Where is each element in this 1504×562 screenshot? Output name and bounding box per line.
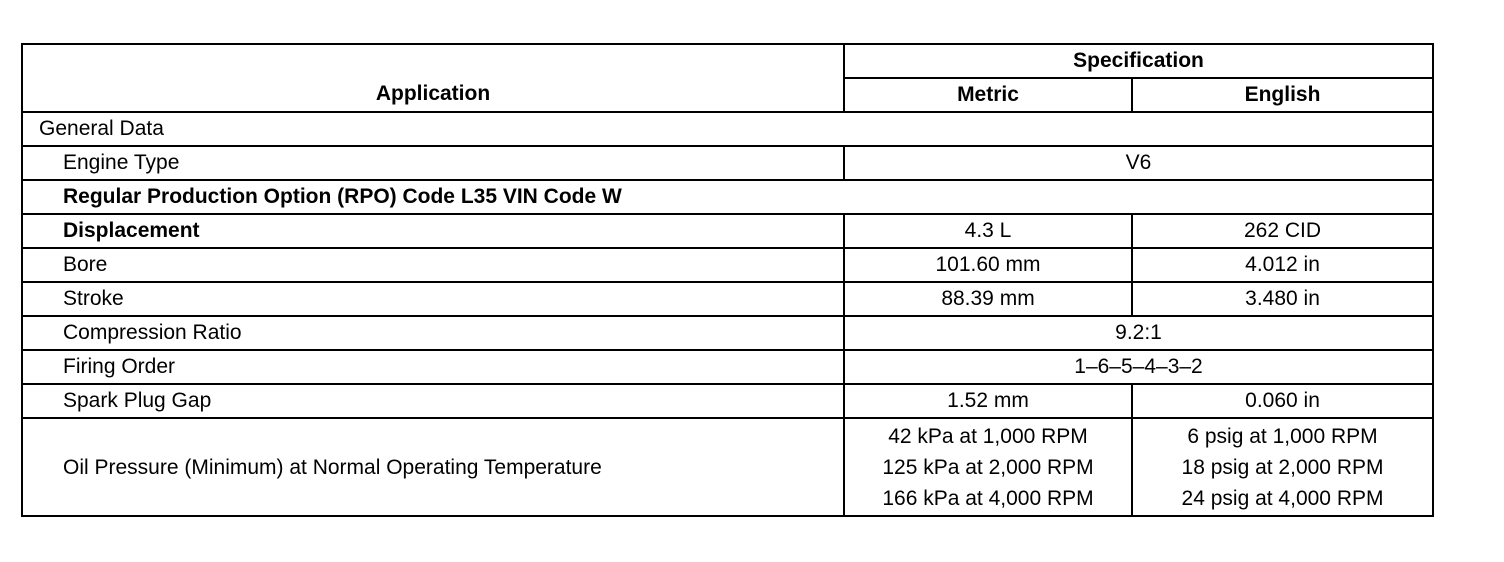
- metric-header: Metric: [844, 78, 1132, 112]
- bore-label: Bore: [22, 248, 844, 282]
- engine-type-label: Engine Type: [22, 146, 844, 180]
- specification-table: [21, 43, 1434, 517]
- english-header: English: [1132, 78, 1433, 112]
- compression-ratio-label: Compression Ratio: [22, 316, 844, 350]
- firing-order-value: 1–6–5–4–3–2: [844, 350, 1433, 384]
- table-row-compression-ratio: [22, 316, 1433, 350]
- spark-plug-gap-metric: 1.52 mm: [844, 384, 1132, 418]
- displacement-label: Displacement: [22, 214, 844, 248]
- table-row-general-data: [22, 112, 1433, 146]
- stroke-label: Stroke: [22, 282, 844, 316]
- oil-pressure-metric-2000: 125 kPa at 2,000 RPM: [882, 455, 1094, 479]
- table-row-oil-pressure: [22, 418, 1433, 516]
- firing-order-label: Firing Order: [22, 350, 844, 384]
- oil-pressure-english: [1132, 418, 1433, 516]
- table-row-spark-plug-gap: [22, 384, 1433, 418]
- compression-ratio-value: 9.2:1: [844, 316, 1433, 350]
- rpo-code-label: Regular Production Option (RPO) Code L35 VIN Code W: [22, 180, 1433, 214]
- bore-metric: 101.60 mm: [844, 248, 1132, 282]
- bore-english: 4.012 in: [1132, 248, 1433, 282]
- table-row-displacement: [22, 214, 1433, 248]
- table-row-stroke: [22, 282, 1433, 316]
- table-row-engine-type: [22, 146, 1433, 180]
- stroke-metric: 88.39 mm: [844, 282, 1132, 316]
- displacement-english: 262 CID: [1132, 214, 1433, 248]
- oil-pressure-metric-4000: 166 kPa at 4,000 RPM: [882, 486, 1094, 510]
- section-title: General Data: [22, 112, 1433, 146]
- oil-pressure-metric: [844, 418, 1132, 516]
- oil-pressure-label: Oil Pressure (Minimum) at Normal Operating Temperature: [22, 418, 844, 516]
- displacement-metric: 4.3 L: [844, 214, 1132, 248]
- header-row-top: [22, 44, 1433, 78]
- stroke-english: 3.480 in: [1132, 282, 1433, 316]
- oil-pressure-english-1000: 6 psig at 1,000 RPM: [1187, 424, 1378, 448]
- engine-type-value: V6: [844, 146, 1433, 180]
- application-header: Application: [22, 44, 844, 112]
- table-row-firing-order: [22, 350, 1433, 384]
- specification-header: Specification: [844, 44, 1433, 78]
- table-row-bore: [22, 248, 1433, 282]
- table-row-rpo-code: [22, 180, 1433, 214]
- oil-pressure-metric-1000: 42 kPa at 1,000 RPM: [888, 424, 1088, 448]
- oil-pressure-english-4000: 24 psig at 4,000 RPM: [1181, 486, 1384, 510]
- spark-plug-gap-label: Spark Plug Gap: [22, 384, 844, 418]
- spark-plug-gap-english: 0.060 in: [1132, 384, 1433, 418]
- oil-pressure-english-2000: 18 psig at 2,000 RPM: [1181, 455, 1384, 479]
